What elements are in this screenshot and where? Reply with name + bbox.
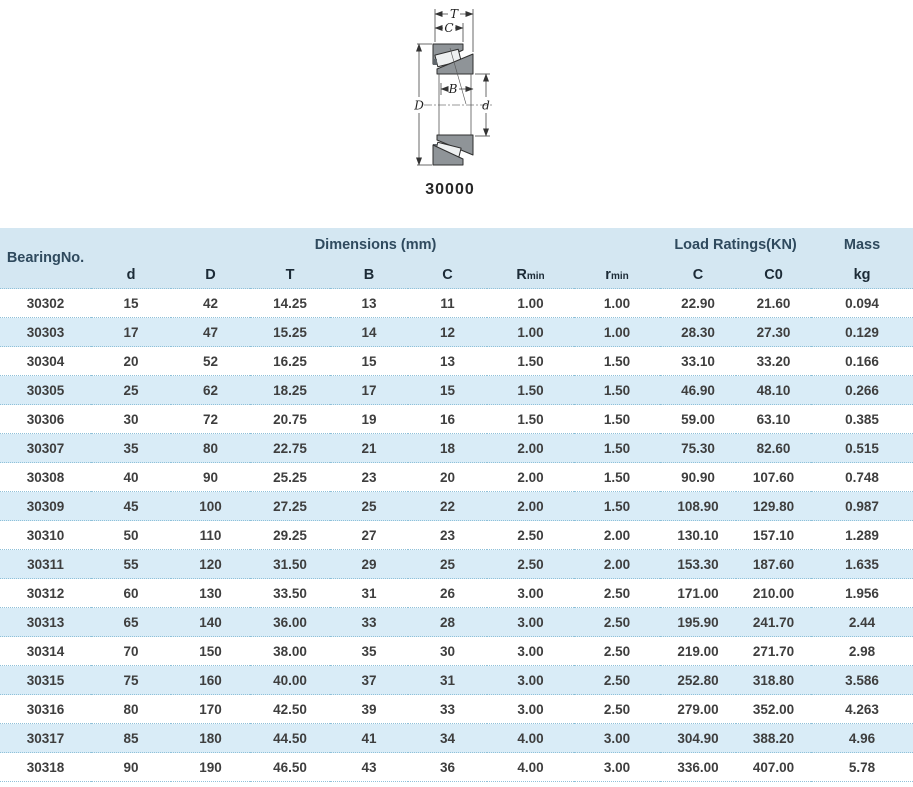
value-cell: 47 (171, 318, 250, 347)
value-cell: 28 (408, 608, 487, 637)
value-cell: 2.50 (487, 550, 574, 579)
value-cell: 129.80 (736, 492, 811, 521)
value-cell: 1.956 (811, 579, 913, 608)
bearing-diagram-section (0, 0, 913, 228)
bearing-no-cell: 30317 (0, 724, 91, 753)
col-header-B: B (363, 267, 375, 283)
value-cell: 304.90 (660, 724, 736, 753)
value-cell: 1.50 (574, 463, 660, 492)
col-header-rmin: rmin (605, 267, 629, 283)
bearing-no-cell: 30313 (0, 608, 91, 637)
bearing-no-cell: 30311 (0, 550, 91, 579)
value-cell: 13 (330, 289, 408, 318)
value-cell: 130.10 (660, 521, 736, 550)
value-cell: 23 (330, 463, 408, 492)
col-header-C: C (442, 267, 453, 283)
value-cell: 170 (171, 695, 250, 724)
value-cell: 2.00 (487, 434, 574, 463)
value-cell: 60 (91, 579, 171, 608)
dim-label-d: d (482, 98, 490, 113)
bearing-no-cell: 30314 (0, 637, 91, 666)
dim-label-B: B (448, 82, 458, 96)
bearing-no-cell: 30302 (0, 289, 91, 318)
value-cell: 20 (408, 463, 487, 492)
value-cell: 36 (408, 753, 487, 782)
value-cell: 33.50 (250, 579, 330, 608)
value-cell: 80 (171, 434, 250, 463)
value-cell: 160 (171, 666, 250, 695)
value-cell: 219.00 (660, 637, 736, 666)
value-cell: 55 (91, 550, 171, 579)
table-header (0, 228, 913, 289)
value-cell: 31 (330, 579, 408, 608)
value-cell: 43 (330, 753, 408, 782)
bearing-no-cell: 30307 (0, 434, 91, 463)
value-cell: 41 (330, 724, 408, 753)
value-cell: 42.50 (250, 695, 330, 724)
value-cell: 0.094 (811, 289, 913, 318)
value-cell: 0.166 (811, 347, 913, 376)
value-cell: 34 (408, 724, 487, 753)
table-row (0, 347, 913, 376)
value-cell: 17 (330, 376, 408, 405)
dim-label-D: D (414, 98, 424, 113)
dim-label-T: T (449, 7, 459, 21)
value-cell: 2.98 (811, 637, 913, 666)
bearing-no-cell: 30303 (0, 318, 91, 347)
value-cell: 33 (408, 695, 487, 724)
value-cell: 1.00 (574, 289, 660, 318)
value-cell: 1.50 (574, 405, 660, 434)
bearing-no-cell: 30312 (0, 579, 91, 608)
value-cell: 90 (91, 753, 171, 782)
value-cell: 11 (408, 289, 487, 318)
value-cell: 108.90 (660, 492, 736, 521)
value-cell: 2.00 (574, 550, 660, 579)
value-cell: 1.50 (487, 405, 574, 434)
table-row (0, 608, 913, 637)
value-cell: 336.00 (660, 753, 736, 782)
value-cell: 0.748 (811, 463, 913, 492)
value-cell: 0.987 (811, 492, 913, 521)
value-cell: 22.90 (660, 289, 736, 318)
column-header-row (0, 262, 913, 289)
table-row (0, 579, 913, 608)
value-cell: 29.25 (250, 521, 330, 550)
value-cell: 241.70 (736, 608, 811, 637)
value-cell: 107.60 (736, 463, 811, 492)
value-cell: 157.10 (736, 521, 811, 550)
value-cell: 2.50 (574, 579, 660, 608)
value-cell: 35 (91, 434, 171, 463)
value-cell: 31.50 (250, 550, 330, 579)
value-cell: 2.50 (574, 695, 660, 724)
value-cell: 2.50 (574, 666, 660, 695)
value-cell: 1.00 (487, 318, 574, 347)
value-cell: 90 (171, 463, 250, 492)
value-cell: 80 (91, 695, 171, 724)
value-cell: 52 (171, 347, 250, 376)
value-cell: 46.90 (660, 376, 736, 405)
value-cell: 75 (91, 666, 171, 695)
table-row (0, 695, 913, 724)
col-header-kg: kg (853, 267, 871, 283)
value-cell: 3.00 (487, 695, 574, 724)
value-cell: 4.96 (811, 724, 913, 753)
value-cell: 26 (408, 579, 487, 608)
value-cell: 20 (91, 347, 171, 376)
table-row (0, 666, 913, 695)
value-cell: 16 (408, 405, 487, 434)
bearing-no-cell: 30304 (0, 347, 91, 376)
value-cell: 22 (408, 492, 487, 521)
value-cell: 140 (171, 608, 250, 637)
bearing-rings (433, 44, 473, 165)
value-cell: 33.20 (736, 347, 811, 376)
value-cell: 62 (171, 376, 250, 405)
value-cell: 19 (330, 405, 408, 434)
value-cell: 15 (408, 376, 487, 405)
bearing-no-cell: 30308 (0, 463, 91, 492)
table-row (0, 550, 913, 579)
header-group-dimensions: Dimensions (mm) (314, 237, 437, 253)
value-cell: 40.00 (250, 666, 330, 695)
value-cell: 40 (91, 463, 171, 492)
bearing-no-cell: 30318 (0, 753, 91, 782)
value-cell: 65 (91, 608, 171, 637)
value-cell: 1.50 (574, 347, 660, 376)
value-cell: 1.50 (574, 434, 660, 463)
table-row (0, 724, 913, 753)
value-cell: 388.20 (736, 724, 811, 753)
value-cell: 50 (91, 521, 171, 550)
value-cell: 12 (408, 318, 487, 347)
series-caption: 30000 (425, 181, 475, 198)
table-row (0, 753, 913, 782)
value-cell: 153.30 (660, 550, 736, 579)
value-cell: 27 (330, 521, 408, 550)
value-cell: 36.00 (250, 608, 330, 637)
table-row (0, 521, 913, 550)
value-cell: 21.60 (736, 289, 811, 318)
value-cell: 352.00 (736, 695, 811, 724)
value-cell: 3.00 (487, 637, 574, 666)
value-cell: 33 (330, 608, 408, 637)
col-header-C0: C0 (764, 267, 783, 283)
value-cell: 150 (171, 637, 250, 666)
value-cell: 31 (408, 666, 487, 695)
value-cell: 39 (330, 695, 408, 724)
value-cell: 85 (91, 724, 171, 753)
table-body (0, 289, 913, 782)
header-bearing-no: BearingNo. (6, 250, 85, 266)
value-cell: 2.50 (487, 521, 574, 550)
value-cell: 4.00 (487, 753, 574, 782)
value-cell: 29 (330, 550, 408, 579)
value-cell: 3.00 (487, 608, 574, 637)
value-cell: 4.263 (811, 695, 913, 724)
value-cell: 110 (171, 521, 250, 550)
bearing-no-cell: 30305 (0, 376, 91, 405)
value-cell: 2.50 (574, 608, 660, 637)
value-cell: 180 (171, 724, 250, 753)
value-cell: 21 (330, 434, 408, 463)
value-cell: 37 (330, 666, 408, 695)
value-cell: 25 (330, 492, 408, 521)
value-cell: 48.10 (736, 376, 811, 405)
value-cell: 187.60 (736, 550, 811, 579)
value-cell: 35 (330, 637, 408, 666)
value-cell: 30 (91, 405, 171, 434)
value-cell: 3.00 (574, 753, 660, 782)
value-cell: 1.50 (574, 492, 660, 521)
col-header-d: d (126, 267, 136, 283)
col-header-D: D (205, 267, 216, 283)
table-row (0, 289, 913, 318)
value-cell: 27.30 (736, 318, 811, 347)
bearing-cross-section-drawing (386, 2, 506, 212)
value-cell: 407.00 (736, 753, 811, 782)
cage-top (433, 59, 437, 65)
value-cell: 210.00 (736, 579, 811, 608)
value-cell: 1.50 (487, 347, 574, 376)
value-cell: 130 (171, 579, 250, 608)
value-cell: 17 (91, 318, 171, 347)
value-cell: 18 (408, 434, 487, 463)
value-cell: 271.70 (736, 637, 811, 666)
value-cell: 23 (408, 521, 487, 550)
table-row (0, 405, 913, 434)
value-cell: 195.90 (660, 608, 736, 637)
value-cell: 100 (171, 492, 250, 521)
value-cell: 33.10 (660, 347, 736, 376)
col-header-Rmin: Rmin (516, 267, 545, 283)
value-cell: 14 (330, 318, 408, 347)
table-row (0, 463, 913, 492)
bearing-no-cell: 30315 (0, 666, 91, 695)
value-cell: 38.00 (250, 637, 330, 666)
value-cell: 25.25 (250, 463, 330, 492)
value-cell: 45 (91, 492, 171, 521)
value-cell: 25 (91, 376, 171, 405)
value-cell: 252.80 (660, 666, 736, 695)
value-cell: 16.25 (250, 347, 330, 376)
value-cell: 25 (408, 550, 487, 579)
value-cell: 2.50 (574, 637, 660, 666)
value-cell: 4.00 (487, 724, 574, 753)
value-cell: 1.00 (487, 289, 574, 318)
table-row (0, 376, 913, 405)
bearing-no-cell: 30310 (0, 521, 91, 550)
value-cell: 15.25 (250, 318, 330, 347)
value-cell: 18.25 (250, 376, 330, 405)
value-cell: 22.75 (250, 434, 330, 463)
bearing-no-cell: 30306 (0, 405, 91, 434)
value-cell: 1.635 (811, 550, 913, 579)
value-cell: 27.25 (250, 492, 330, 521)
bearing-no-cell: 30309 (0, 492, 91, 521)
value-cell: 190 (171, 753, 250, 782)
dim-label-C: C (444, 21, 454, 35)
value-cell: 1.50 (487, 376, 574, 405)
value-cell: 3.586 (811, 666, 913, 695)
value-cell: 15 (330, 347, 408, 376)
value-cell: 5.78 (811, 753, 913, 782)
value-cell: 3.00 (574, 724, 660, 753)
value-cell: 0.515 (811, 434, 913, 463)
value-cell: 2.44 (811, 608, 913, 637)
value-cell: 42 (171, 289, 250, 318)
value-cell: 70 (91, 637, 171, 666)
value-cell: 75.30 (660, 434, 736, 463)
value-cell: 14.25 (250, 289, 330, 318)
value-cell: 2.00 (487, 463, 574, 492)
bearing-no-cell: 30316 (0, 695, 91, 724)
value-cell: 15 (91, 289, 171, 318)
value-cell: 13 (408, 347, 487, 376)
value-cell: 1.50 (574, 376, 660, 405)
value-cell: 82.60 (736, 434, 811, 463)
value-cell: 318.80 (736, 666, 811, 695)
value-cell: 20.75 (250, 405, 330, 434)
value-cell: 72 (171, 405, 250, 434)
value-cell: 90.90 (660, 463, 736, 492)
value-cell: 0.129 (811, 318, 913, 347)
value-cell: 28.30 (660, 318, 736, 347)
value-cell: 3.00 (487, 666, 574, 695)
header-group-load-ratings: Load Ratings(KN) (674, 237, 797, 253)
value-cell: 0.266 (811, 376, 913, 405)
value-cell: 63.10 (736, 405, 811, 434)
value-cell: 2.00 (487, 492, 574, 521)
value-cell: 279.00 (660, 695, 736, 724)
value-cell: 46.50 (250, 753, 330, 782)
col-header-C-dyn: C (692, 267, 704, 283)
value-cell: 171.00 (660, 579, 736, 608)
table-row (0, 434, 913, 463)
value-cell: 2.00 (574, 521, 660, 550)
bearing-spec-table (0, 228, 913, 782)
value-cell: 1.00 (574, 318, 660, 347)
value-cell: 3.00 (487, 579, 574, 608)
value-cell: 30 (408, 637, 487, 666)
table-row (0, 637, 913, 666)
col-header-T: T (285, 267, 295, 283)
value-cell: 120 (171, 550, 250, 579)
value-cell: 1.289 (811, 521, 913, 550)
value-cell: 0.385 (811, 405, 913, 434)
header-group-mass: Mass (843, 237, 881, 253)
table-row (0, 492, 913, 521)
table-row (0, 318, 913, 347)
value-cell: 44.50 (250, 724, 330, 753)
value-cell: 59.00 (660, 405, 736, 434)
